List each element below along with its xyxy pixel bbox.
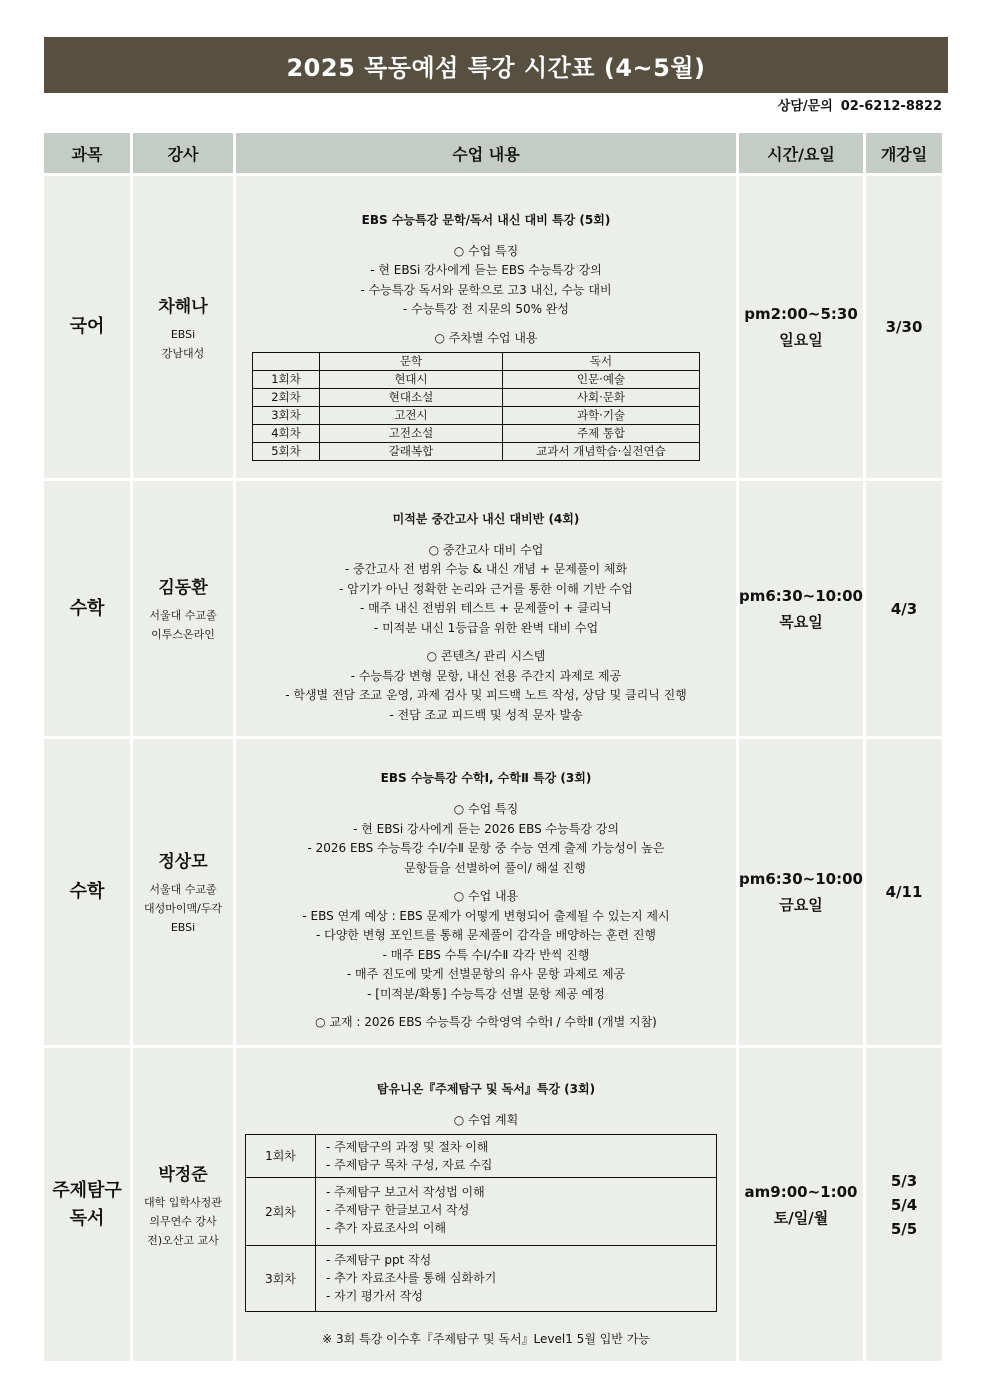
section-heading: ○ 수업 특징 bbox=[453, 243, 519, 258]
time-cell bbox=[739, 481, 863, 736]
class-time: pm6:30~10:00 bbox=[739, 870, 863, 888]
plan-detail bbox=[316, 1246, 717, 1312]
subject-cell bbox=[44, 481, 130, 736]
plan-round: 3회차 bbox=[246, 1246, 316, 1312]
plan-detail bbox=[316, 1178, 717, 1246]
class-days: 금요일 bbox=[779, 896, 823, 914]
teacher-credential: 의무연수 강사 bbox=[149, 1214, 217, 1228]
time-cell bbox=[739, 739, 863, 1045]
teacher-credential: 전)오산고 교사 bbox=[147, 1233, 219, 1247]
plan-table bbox=[245, 1134, 717, 1312]
table-row bbox=[44, 176, 942, 478]
col-time: 시간/요일 bbox=[739, 133, 863, 173]
weekly-cell: 인문·예술 bbox=[503, 371, 700, 389]
weekly-round: 1회차 bbox=[253, 371, 320, 389]
content-cell bbox=[236, 739, 736, 1045]
teacher-credential: 대성마이맥/두각 bbox=[143, 902, 223, 915]
content-line: - 다양한 변형 포인트를 통해 문제풀이 감각을 배양하는 훈련 진행 bbox=[315, 928, 657, 943]
subject-cell bbox=[44, 1048, 130, 1361]
teacher-cell bbox=[133, 739, 233, 1045]
teacher-credential: 대학 입학사정관 bbox=[144, 1195, 222, 1209]
weekly-cell: 사회·문화 bbox=[503, 389, 700, 407]
page-title: 2025 목동예섬 특강 시간표 (4~5월) bbox=[44, 37, 948, 93]
course-title: EBS 수능특강 문학/독서 내신 대비 특강 (5회) bbox=[361, 212, 611, 227]
weekly-table bbox=[252, 352, 700, 461]
weekly-cell: 현대시 bbox=[320, 371, 503, 389]
weekly-cell: 현대소설 bbox=[320, 389, 503, 407]
content-cell bbox=[236, 176, 736, 478]
plan-round: 1회차 bbox=[246, 1135, 316, 1178]
weekly-cell: 고전시 bbox=[320, 407, 503, 425]
contact-phone: 02-6212-8822 bbox=[840, 99, 942, 114]
plan-line: - 주제탐구 ppt 작성 bbox=[326, 1253, 432, 1268]
teacher-credential: EBSi bbox=[170, 921, 196, 934]
class-time: pm2:00~5:30 bbox=[744, 305, 858, 323]
subject-name: 독서 bbox=[69, 1207, 105, 1229]
open-cell bbox=[866, 481, 942, 736]
table-row bbox=[44, 1048, 942, 1361]
course-title: EBS 수능특강 수학Ⅰ, 수학Ⅱ 특강 (3회) bbox=[380, 771, 592, 786]
content-line: - 매주 EBS 수특 수Ⅰ/수Ⅱ 각각 반씩 진행 bbox=[382, 947, 590, 962]
content-line: - 현 EBSi 강사에게 듣는 EBS 수능특강 강의 bbox=[370, 263, 602, 278]
open-date: 4/11 bbox=[885, 883, 923, 901]
teacher-credential: 서울대 수교졸 bbox=[149, 883, 217, 896]
table-row bbox=[44, 481, 942, 736]
content-line: - EBS 연계 예상 : EBS 문제가 어떻게 변형되어 출제될 수 있는지 제시 bbox=[302, 908, 670, 923]
plan-line: - 주제탐구 한글보고서 작성 bbox=[326, 1203, 470, 1218]
section-heading: ○ 중간고사 대비 수업 bbox=[428, 542, 544, 557]
open-date: 5/3 bbox=[890, 1171, 918, 1190]
time-cell bbox=[739, 176, 863, 478]
teacher-cell bbox=[133, 176, 233, 478]
open-cell bbox=[866, 1048, 942, 1361]
open-cell bbox=[866, 739, 942, 1045]
subject-name: 수학 bbox=[69, 881, 105, 902]
weekly-cell: 과학·기술 bbox=[503, 407, 700, 425]
content-line: - 수능특강 전 지문의 50% 완성 bbox=[403, 302, 569, 317]
teacher-name: 박정준 bbox=[158, 1164, 208, 1185]
time-cell bbox=[739, 1048, 863, 1361]
weekly-round: 5회차 bbox=[253, 443, 320, 461]
teacher-name: 차해나 bbox=[158, 296, 208, 317]
class-days: 목요일 bbox=[779, 612, 823, 631]
course-title: 탐유니온『주제탐구 및 독서』특강 (3회) bbox=[376, 1081, 596, 1096]
weekly-cell: 교과서 개념학습·실전연습 bbox=[503, 443, 700, 461]
open-date: 4/3 bbox=[890, 599, 918, 618]
content-line: - 현 EBSi 강사에게 듣는 2026 EBS 수능특강 강의 bbox=[353, 821, 619, 836]
plan-detail bbox=[316, 1135, 717, 1178]
weekly-header: 독서 bbox=[503, 353, 700, 371]
subject-name: 수학 bbox=[69, 597, 105, 619]
subject-cell bbox=[44, 739, 130, 1045]
class-time: am9:00~1:00 bbox=[744, 1182, 858, 1201]
content-line: - 미적분 내신 1등급을 위한 완벽 대비 수업 bbox=[373, 620, 599, 635]
header-row bbox=[44, 133, 942, 173]
plan-line: - 주제탐구 보고서 작성법 이해 bbox=[326, 1185, 485, 1200]
course-title: 미적분 중간고사 내신 대비반 (4회) bbox=[392, 511, 580, 526]
col-teacher: 강사 bbox=[133, 133, 233, 173]
contact-info bbox=[778, 95, 942, 114]
footnote: ※ 3회 특강 이수후『주제탐구 및 독서』Level1 5월 입반 가능 bbox=[322, 1332, 650, 1347]
plan-line: - 추가 자료조사의 이해 bbox=[326, 1221, 447, 1236]
contact-label: 상담/문의 bbox=[777, 99, 833, 114]
content-line: - [미적분/확통] 수능특강 선별 문항 제공 예정 bbox=[367, 986, 605, 1001]
subject-name: 국어 bbox=[69, 316, 105, 337]
teacher-credential: 서울대 수교졸 bbox=[149, 609, 217, 622]
weekly-corner bbox=[253, 353, 320, 371]
class-days: 일요일 bbox=[779, 331, 823, 349]
teacher-credential: 이투스온라인 bbox=[151, 628, 215, 641]
section-heading: ○ 주차별 수업 내용 bbox=[434, 330, 538, 345]
table-row bbox=[44, 739, 942, 1045]
teacher-name: 김동환 bbox=[158, 578, 208, 598]
content-cell bbox=[236, 481, 736, 736]
weekly-cell: 고전소설 bbox=[320, 425, 503, 443]
section-heading: ○ 수업 내용 bbox=[453, 889, 519, 904]
teacher-cell bbox=[133, 481, 233, 736]
weekly-cell: 주제 통합 bbox=[503, 425, 700, 443]
weekly-round: 3회차 bbox=[253, 407, 320, 425]
plan-line: - 추가 자료조사를 통해 심화하기 bbox=[326, 1271, 497, 1286]
content-line: - 암기가 아닌 정확한 논리와 근거를 통한 이해 기반 수업 bbox=[339, 581, 633, 596]
col-open: 개강일 bbox=[866, 133, 942, 173]
teacher-credential: 강남대성 bbox=[161, 346, 205, 360]
teacher-credential: EBSi bbox=[170, 327, 196, 341]
subject-cell bbox=[44, 176, 130, 478]
plan-line: - 자기 평가서 작성 bbox=[326, 1289, 423, 1304]
weekly-cell: 갈래복합 bbox=[320, 443, 503, 461]
schedule-table bbox=[41, 130, 945, 1364]
class-days: 토/일/월 bbox=[773, 1208, 829, 1227]
section-heading: ○ 수업 특징 bbox=[453, 802, 519, 817]
teacher-cell bbox=[133, 1048, 233, 1361]
col-content: 수업 내용 bbox=[236, 133, 736, 173]
weekly-round: 4회차 bbox=[253, 425, 320, 443]
section-heading: ○ 교재 : 2026 EBS 수능특강 수학영역 수학Ⅰ / 수학Ⅱ (개별 지참) bbox=[315, 1015, 657, 1030]
plan-round: 2회차 bbox=[246, 1178, 316, 1246]
col-subject: 과목 bbox=[44, 133, 130, 173]
subject-name: 주제탐구 bbox=[52, 1179, 122, 1201]
section-heading: ○ 콘텐츠/ 관리 시스템 bbox=[426, 649, 546, 664]
content-line: - 매주 진도에 맞게 선별문항의 유사 문항 과제로 제공 bbox=[346, 967, 626, 982]
content-line: - 학생별 전담 조교 운영, 과제 검사 및 피드백 노트 작성, 상담 및 클리닉 진행 bbox=[285, 688, 687, 703]
weekly-header: 문학 bbox=[320, 353, 503, 371]
open-date: 3/30 bbox=[885, 318, 923, 336]
plan-line: - 주제탐구의 과정 및 절차 이해 bbox=[326, 1140, 489, 1155]
content-cell bbox=[236, 1048, 736, 1361]
content-line: - 매주 내신 전범위 테스트 + 문제풀이 + 클리닉 bbox=[359, 601, 613, 616]
weekly-round: 2회차 bbox=[253, 389, 320, 407]
content-line: - 2026 EBS 수능특강 수Ⅰ/수Ⅱ 문항 중 수능 연계 출제 가능성이 높은 bbox=[307, 841, 665, 856]
content-line: - 전담 조교 피드백 및 성적 문자 발송 bbox=[389, 707, 583, 722]
plan-line: - 주제탐구 목차 구성, 자료 수집 bbox=[326, 1158, 493, 1173]
teacher-name: 정상모 bbox=[158, 852, 208, 872]
open-date: 5/5 bbox=[890, 1219, 918, 1238]
open-date: 5/4 bbox=[890, 1195, 918, 1214]
class-time: pm6:30~10:00 bbox=[739, 586, 863, 605]
content-line: - 중간고사 전 범위 수능 & 내신 개념 + 문제풀이 체화 bbox=[344, 562, 628, 577]
open-cell bbox=[866, 176, 942, 478]
section-heading: ○ 수업 계획 bbox=[453, 1112, 519, 1127]
content-line: - 수능특강 변형 문항, 내신 전용 주간지 과제로 제공 bbox=[350, 668, 622, 683]
content-line: 문항들을 선별하여 풀이/ 해설 진행 bbox=[404, 860, 586, 875]
content-line: - 수능특강 독서와 문학으로 고3 내신, 수능 대비 bbox=[360, 282, 612, 297]
